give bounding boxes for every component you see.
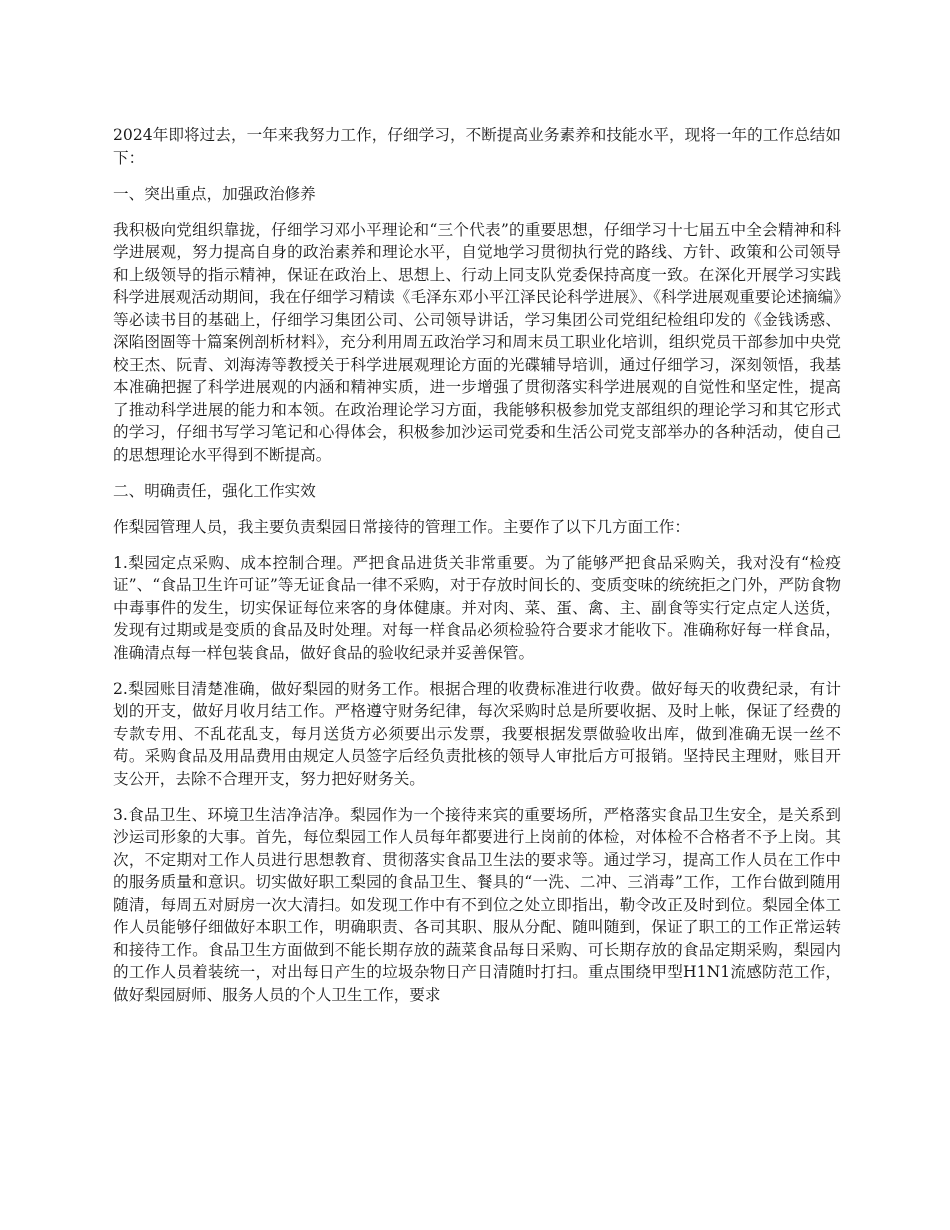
list-item-3: 3.食品卫生、环境卫生洁净洁净。梨园作为一个接待来宾的重要场所，严格落实食品卫生安全，是关系到沙运司形象的大事。首先，每位梨园工作人员每年都要进行上岗前的体检，对体检不合格者不予上岗。其次，不定期对工作人员进行思想教育、贯彻落实食品卫生法的要求等。通过学习，提高工作人员在工作中的服务质量和意识。切实做好职工梨园的食品卫生、餐具的“一洗、二冲、三消毒”工作，工作台做到随用随清，每周五对厨房一次大清扫。如发现工作中有不到位之处立即指出，勒令改正及时到位。梨园全体工作人员能够仔细做好本职工作，明确职责、各司其职、服从分配、随叫随到，保证了职工的工作正常运转和接待工作。食品卫生方面做到不能长期存放的蔬菜食品每日采购、可长期存放的食品定期采购，梨园内的工作人员着装统一，对出每日产生的垃圾杂物日产日清随时打扫。重点围绕甲型H1N1流感防范工作，做好梨园厨师、服务人员的个人卫生工作，要求 <box>113 805 841 1004</box>
section-heading-2: 二、明确责任，强化工作实效 <box>113 481 316 500</box>
document-body <box>113 124 841 1020</box>
list-item-1: 1.梨园定点采购、成本控制合理。严把食品进货关非常重要。为了能够严把食品采购关，我对没有“检疫证”、“食品卫生许可证”等无证食品一律不采购，对于存放时间长的、变质变味的统统拒之门外，严防食物中毒事件的发生，切实保证每位来客的身体健康。并对肉、菜、蛋、禽、主、副食等实行定点定人送货，发现有过期或是变质的食品及时处理。对每一样食品必须检验符合要求才能收下。准确称好每一样食品，准确清点每一样包装食品，做好食品的验收纪录并妥善保管。 <box>113 553 841 662</box>
section-heading-1: 一、突出重点，加强政治修养 <box>113 184 316 203</box>
body-paragraph: 作梨园管理人员，我主要负责梨园日常接待的管理工作。主要作了以下几方面工作： <box>113 517 690 536</box>
body-paragraph: 我积极向党组织靠拢，仔细学习邓小平理论和“三个代表”的重要思想，仔细学习十七届五中全会精神和科学进展观，努力提高自身的政治素养和理论水平，自觉地学习贯彻执行党的路线、方针、政策和公司领导和上级领导的指示精神，保证在政治上、思想上、行动上同支队党委保持高度一致。在深化开展学习实践科学进展观活动期间，我在仔细学习精读《毛泽东邓小平江泽民论科学进展》、《科学进展观重要论述摘编》等必读书目的基础上，仔细学习集团公司、公司领导讲话，学习集团公司党组纪检组印发的《金钱诱惑、深陷囹圄等十篇案例剖析材料》，充分利用周五政治学习和周末员工职业化培训，组织党员干部参加中央党校王杰、阮青、刘海涛等教授关于科学进展观理论方面的光碟辅导培训，通过仔细学习，深刻领悟，我基本准确把握了科学进展观的内涵和精神实质，进一步增强了贯彻落实科学进展观的自觉性和坚定性，提高了推动科学进展的能力和本领。在政治理论学习方面，我能够积极参加党支部组织的理论学习和其它形式的学习，仔细书写学习笔记和心得体会，积极参加沙运司党委和生活公司党支部举办的各种活动，使自己的思想理论水平得到不断提高。 <box>113 220 841 464</box>
intro-paragraph: 2024年即将过去，一年来我努力工作，仔细学习，不断提高业务素养和技能水平，现将一年的工作总结如下： <box>113 126 841 167</box>
list-item-2: 2.梨园账目清楚准确，做好梨园的财务工作。根据合理的收费标准进行收费。做好每天的收费纪录，有计划的开支，做好月收月结工作。严格遵守财务纪律，每次采购时总是所要收据、及时上帐，保证了经费的专款专用、不乱花乱支，每月送货方必须要出示发票，我要根据发票做验收出库，做到准确无误一丝不苟。采购食品及用品费用由规定人员签字后经负责批核的领导人审批后方可报销。坚持民主理财，账目开支公开，去除不合理开支，努力把好财务关。 <box>113 679 841 788</box>
